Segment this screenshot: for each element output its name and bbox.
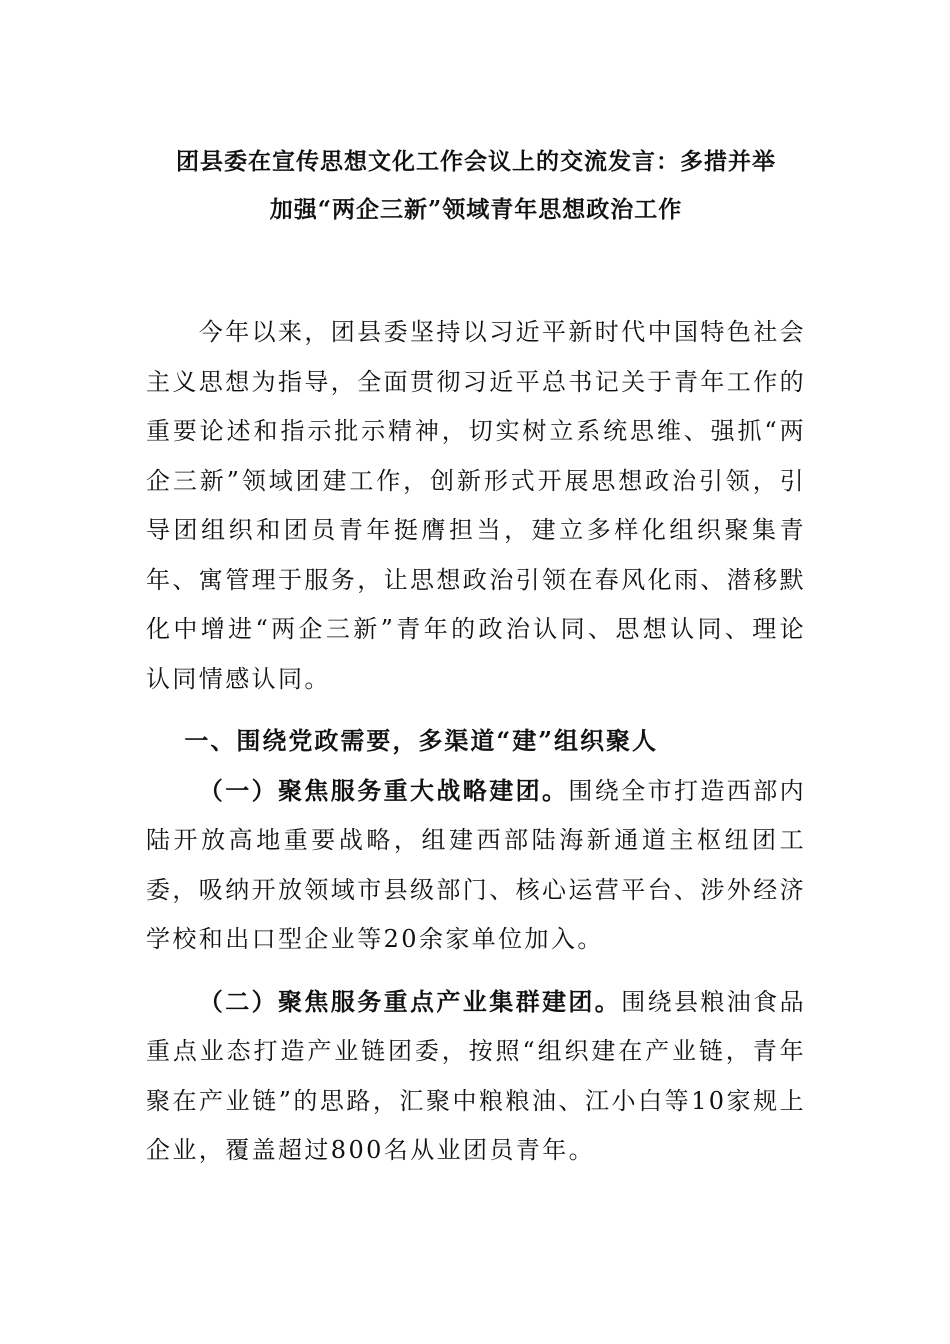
document-title (146, 138, 806, 234)
document-page (146, 138, 806, 1176)
item-lead-2: （二）聚焦服务重点产业集群建团。 (198, 986, 622, 1016)
intro-paragraph: 今年以来，团县委坚持以习近平新时代中国特色社会主义思想为指导，全面贯彻习近平总书记关于青年工作的重要论述和指示批示精神，切实树立系统思维、强抓“两企三新”领域团建工作，创新形式开展思想政治引领，引导团组织和团员青年挺膺担当，建立多样化组织聚集青年、寓管理于服务，让思想政治引领在春风化雨、潜移默化中增进“两企三新”青年的政治认同、思想认同、理论认同情感认同。 (146, 318, 806, 693)
item-text-1: 围绕全市打造西部内陆开放高地重要战略，组建西部陆海新通道主枢纽团工委，吸纳开放领域市县级部门、核心运营平台、涉外经济学校和出口型企业等20余家单位加入。 (146, 776, 807, 953)
section-heading-1: 一、围绕党政需要，多渠道“建”组织聚人 (184, 726, 658, 755)
title-line-1: 团县委在宣传思想文化工作会议上的交流发言：多措并举 (176, 148, 776, 175)
item-lead-1: （一）聚焦服务重大战略建团。 (198, 775, 569, 805)
item-paragraph-2 (146, 977, 806, 1176)
item-text-2: 围绕县粮油食品重点业态打造产业链团委，按照“组织建在产业链，青年聚在产业链”的思路，汇聚中粮粮油、江小白等10家规上企业，覆盖超过800名从业团员青年。 (146, 987, 807, 1164)
item-paragraph-1 (146, 766, 806, 965)
title-line-2: 加强“两企三新”领域青年思想政治工作 (269, 196, 683, 223)
